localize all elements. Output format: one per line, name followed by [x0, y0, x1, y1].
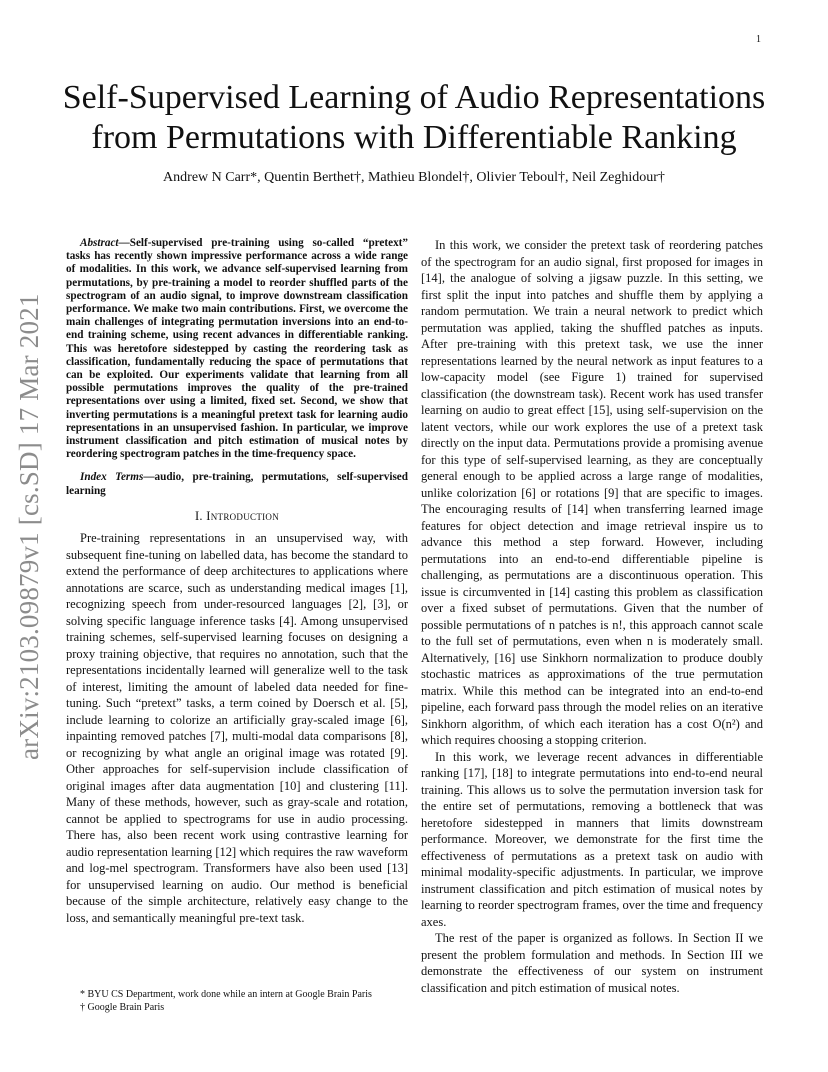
- paper-title: Self-Supervised Learning of Audio Representations from Permutations with Differentiable Ranking: [62, 79, 766, 156]
- right-column: [421, 237, 763, 996]
- abstract: [66, 237, 408, 461]
- footnote-affiliation-1: * BYU CS Department, work done while an intern at Google Brain Paris: [80, 989, 372, 1000]
- section-heading: I. Introduction: [194, 508, 280, 523]
- arxiv-identifier: arXiv:2103.09879v1 [cs.SD] 17 Mar 2021: [14, 293, 44, 760]
- abstract-text: —Self-supervised pre-training using so-called “pretext” tasks has recently shown impressive performance across a wide range of modalities. In this work, we advance self-supervised learning from permutations, by pre-training a model to reorder shuffled parts of the spectrogram of an audio signal, to improve downstream classification performance. We make two main contributions. First, we overcome the main challenges of integrating permutation inversions into an end-to-end training scheme, using recent advances in differentiable ranking. This was heretofore sidestepped by casting the reordering task as classification, fundamentally reducing the space of permutations that can be exploited. Our experiments validate that learning from all possible permutations improves the quality of the pre-trained representations over using a limited, fixed set. Second, we show that inverting permutations is a meaningful pretext task for learning audio representations in an unsupervised fashion. In particular, we improve instrument classification and pitch estimation of musical notes by reordering spectrogram patches in the time-frequency space.: [66, 237, 408, 461]
- author-list: Andrew N Carr*, Quentin Berthet†, Mathieu Blondel†, Olivier Teboul†, Neil Zeghidour†: [163, 170, 665, 185]
- page-number: 1: [756, 34, 761, 45]
- footnote-affiliation-2: † Google Brain Paris: [80, 1002, 165, 1013]
- intro-paragraph: Pre-training representations in an unsupervised way, with subsequent fine-tuning on labelled data, has become the standard to extend the performance of deep architectures to applications where annotations are scarce, such as understanding medical images [1], recognizing speech from under-resourced languages [2], [3], or solving specific language inference tasks [4]. Among unsupervised training schemes, self-supervised learning focuses on designing a proxy training objective, that requires no annotation, such that the representations incidentally learned will generalize well to the task of interest, limiting the amount of labeled data needed for fine-tuning. Such “pretext” tasks, a term coined by Doersch et al. [5], include learning to colorize an artificially gray-scaled image [6], inpainting removed patches [7], multi-modal data comparisons [8], or recognizing by what angle an original image was rotated [9]. Other approaches for self-supervision include classification of original images after data augmentation [10] and clustering [11]. Many of these methods, however, such as gray-scale and rotation, cannot be applied to spectrograms for use in audio processing. There has, also been recent work using contrastive learning for audio representation learning [12] which requires the raw waveform and log-mel spectrogram. Transformers have also been used [13] for unsupervised learning on audio. Our method is beneficial because of the simple architecture, relatively easy change to the loss, and semantically meaningful pre-text task.: [66, 531, 408, 925]
- intro-paragraph-4: The rest of the paper is organized as follows. In Section II we present the problem formulation and methods. In Section III we demonstrate the effectiveness of our system on instrument classification and pitch estimation of musical notes.: [421, 931, 763, 995]
- intro-paragraph-3: In this work, we leverage recent advances in differentiable ranking [17], [18] to integrate permutations into end-to-end neural training. This allows us to solve the permutation inversion task for the entire set of permutations, removing a bottleneck that was heretofore sidestepped in manners that limits downstream performance. Moreover, we demonstrate for the first time the effectiveness of permutations as a pretext task on audio with minimal modality-specific adjustments. In particular, we improve instrument classification and pitch estimation of musical notes by learning to reorder spectrogram frames, over the time and frequency axes.: [421, 749, 763, 929]
- index-terms: [66, 471, 408, 497]
- intro-paragraph-2: In this work, we consider the pretext task of reordering patches of the spectrogram for an audio signal, first proposed for images in [14], the analogue of solving a jigsaw puzzle. In this setting, we first split the input into patches and shuffle them by applying a random permutation. We train a neural network to predict which permutation was applied, taking the shuffled patches as inputs. After pre-training with this pretext task, we use the inner representations learned by the neural network as input features to a low-capacity model (see Figure 1) trained for supervised classification (the downstream task). Recent work has used transfer learning on audio to great effect [15], using self-supervision on the latent vectors, while our work explores the use of a pretext task directly on the input data. Permutations provide a promising avenue for this type of self-supervised learning, as they are conceptually general enough to be applied across a large range of modalities, unlike colorization [6] or rotations [9] that are specific to images. The encouraging results of [14] when transferring learned image features for object detection and image retrieval inspire us to advance this method a step forward. However, including permutations into an end-to-end differentiable pipeline is challenging, as permutations are a discontinuous operation. This issue is circumvented in [14] casting this problem as classification over a fixed subset of permutations. Given that the number of possible permutations of n patches is n!, this approach cannot scale to the full set of permutations, even when n is moderately small. Alternatively, [16] use Sinkhorn normalization to produce doubly stochastic matrices as approximations of the true permutation matrix. While this method can be integrated into an end-to-end pipeline, each forward pass through the model relies on an iterative Sinkhorn algorithm, of which each iteration has a cost O(n²) and which requires choosing a stopping criterion.: [421, 238, 763, 747]
- index-terms-label: Index Terms: [80, 471, 144, 484]
- left-column: [66, 237, 408, 926]
- abstract-label: Abstract: [80, 237, 119, 249]
- index-terms-text: —audio, pre-training, permutations, self-supervised learning: [66, 471, 408, 497]
- footnotes: [66, 988, 408, 1014]
